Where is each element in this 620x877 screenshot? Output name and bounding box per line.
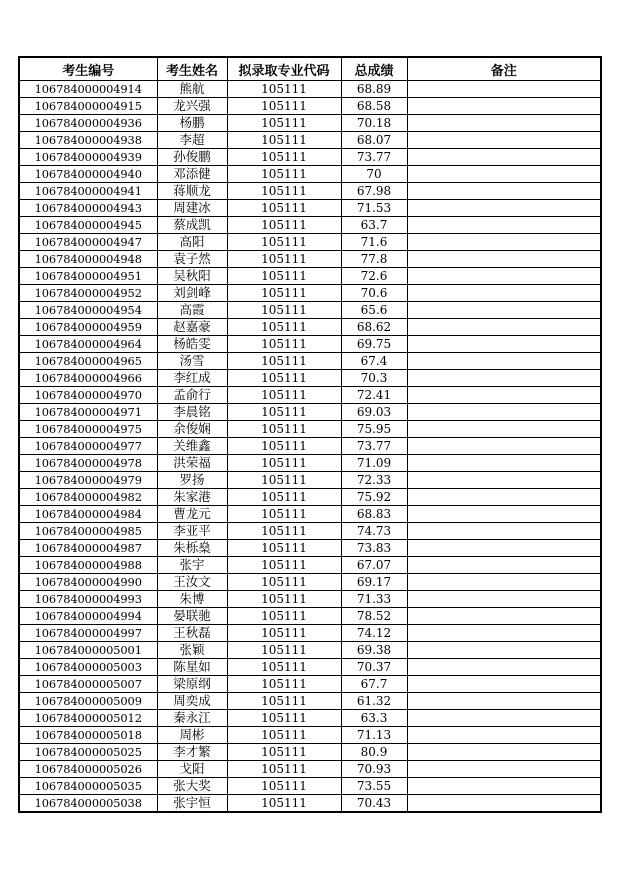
cell-remarks: [407, 268, 601, 285]
cell-remarks: [407, 285, 601, 302]
cell-candidate-name: 张宇: [157, 557, 227, 574]
cell-candidate-id: 106784000004947: [19, 234, 157, 251]
table-row: [19, 591, 601, 608]
cell-total-score: 70.18: [341, 115, 407, 132]
cell-major-code: 105111: [227, 540, 341, 557]
cell-major-code: 105111: [227, 625, 341, 642]
cell-candidate-id: 106784000005038: [19, 795, 157, 813]
admission-table: [18, 56, 602, 813]
cell-remarks: [407, 676, 601, 693]
cell-candidate-name: 李晨铭: [157, 404, 227, 421]
cell-candidate-id: 106784000004940: [19, 166, 157, 183]
cell-candidate-id: 106784000004939: [19, 149, 157, 166]
cell-candidate-id: 106784000004979: [19, 472, 157, 489]
cell-major-code: 105111: [227, 404, 341, 421]
cell-candidate-id: 106784000004948: [19, 251, 157, 268]
cell-candidate-name: 朱家港: [157, 489, 227, 506]
cell-candidate-id: 106784000005012: [19, 710, 157, 727]
cell-candidate-name: 洪荣福: [157, 455, 227, 472]
cell-major-code: 105111: [227, 166, 341, 183]
cell-remarks: [407, 472, 601, 489]
cell-remarks: [407, 404, 601, 421]
cell-total-score: 74.73: [341, 523, 407, 540]
cell-major-code: 105111: [227, 659, 341, 676]
cell-remarks: [407, 336, 601, 353]
cell-major-code: 105111: [227, 455, 341, 472]
table-row: [19, 132, 601, 149]
cell-major-code: 105111: [227, 676, 341, 693]
table-row: [19, 472, 601, 489]
cell-total-score: 71.6: [341, 234, 407, 251]
cell-major-code: 105111: [227, 744, 341, 761]
cell-candidate-id: 106784000004945: [19, 217, 157, 234]
cell-candidate-id: 106784000004943: [19, 200, 157, 217]
cell-candidate-name: 秦永江: [157, 710, 227, 727]
table-row: [19, 795, 601, 813]
cell-candidate-id: 106784000004988: [19, 557, 157, 574]
cell-remarks: [407, 489, 601, 506]
cell-remarks: [407, 693, 601, 710]
cell-candidate-id: 106784000004987: [19, 540, 157, 557]
cell-remarks: [407, 574, 601, 591]
table-row: [19, 336, 601, 353]
header-remarks: 备注: [407, 57, 601, 81]
cell-candidate-name: 王秋磊: [157, 625, 227, 642]
table-row: [19, 421, 601, 438]
cell-total-score: 63.3: [341, 710, 407, 727]
cell-remarks: [407, 727, 601, 744]
cell-total-score: 69.75: [341, 336, 407, 353]
table-row: [19, 625, 601, 642]
table-row: [19, 302, 601, 319]
header-total-score: 总成绩: [341, 57, 407, 81]
table-row: [19, 115, 601, 132]
cell-total-score: 67.7: [341, 676, 407, 693]
cell-remarks: [407, 591, 601, 608]
cell-major-code: 105111: [227, 795, 341, 813]
cell-total-score: 70.3: [341, 370, 407, 387]
cell-total-score: 78.52: [341, 608, 407, 625]
table-row: [19, 455, 601, 472]
cell-candidate-name: 晏联驰: [157, 608, 227, 625]
table-row: [19, 268, 601, 285]
cell-major-code: 105111: [227, 200, 341, 217]
cell-major-code: 105111: [227, 319, 341, 336]
cell-candidate-id: 106784000004985: [19, 523, 157, 540]
cell-major-code: 105111: [227, 353, 341, 370]
cell-total-score: 65.6: [341, 302, 407, 319]
cell-major-code: 105111: [227, 251, 341, 268]
table-row: [19, 659, 601, 676]
cell-major-code: 105111: [227, 217, 341, 234]
cell-remarks: [407, 642, 601, 659]
cell-major-code: 105111: [227, 761, 341, 778]
cell-total-score: 75.95: [341, 421, 407, 438]
cell-total-score: 67.4: [341, 353, 407, 370]
cell-remarks: [407, 608, 601, 625]
cell-candidate-name: 孙俊鹏: [157, 149, 227, 166]
cell-candidate-id: 106784000005025: [19, 744, 157, 761]
cell-remarks: [407, 523, 601, 540]
cell-candidate-id: 106784000004993: [19, 591, 157, 608]
cell-candidate-id: 106784000005035: [19, 778, 157, 795]
cell-major-code: 105111: [227, 81, 341, 98]
table-row: [19, 81, 601, 98]
cell-major-code: 105111: [227, 489, 341, 506]
cell-candidate-name: 刘剑峰: [157, 285, 227, 302]
cell-total-score: 74.12: [341, 625, 407, 642]
cell-major-code: 105111: [227, 710, 341, 727]
cell-remarks: [407, 438, 601, 455]
header-major-code: 拟录取专业代码: [227, 57, 341, 81]
cell-candidate-name: 张大奖: [157, 778, 227, 795]
cell-remarks: [407, 132, 601, 149]
cell-candidate-id: 106784000005009: [19, 693, 157, 710]
cell-major-code: 105111: [227, 693, 341, 710]
cell-total-score: 69.17: [341, 574, 407, 591]
cell-total-score: 69.03: [341, 404, 407, 421]
cell-candidate-name: 周彬: [157, 727, 227, 744]
cell-total-score: 73.77: [341, 149, 407, 166]
cell-candidate-id: 106784000004952: [19, 285, 157, 302]
cell-remarks: [407, 744, 601, 761]
cell-total-score: 73.77: [341, 438, 407, 455]
cell-major-code: 105111: [227, 778, 341, 795]
cell-candidate-name: 周奕成: [157, 693, 227, 710]
cell-candidate-name: 曹龙元: [157, 506, 227, 523]
cell-candidate-id: 106784000004994: [19, 608, 157, 625]
cell-candidate-name: 李亚平: [157, 523, 227, 540]
cell-candidate-id: 106784000004977: [19, 438, 157, 455]
cell-major-code: 105111: [227, 574, 341, 591]
cell-remarks: [407, 353, 601, 370]
cell-candidate-id: 106784000004978: [19, 455, 157, 472]
cell-candidate-name: 熊航: [157, 81, 227, 98]
cell-candidate-id: 106784000004965: [19, 353, 157, 370]
cell-remarks: [407, 166, 601, 183]
cell-candidate-name: 戈阳: [157, 761, 227, 778]
cell-major-code: 105111: [227, 234, 341, 251]
cell-total-score: 80.9: [341, 744, 407, 761]
table-row: [19, 608, 601, 625]
cell-major-code: 105111: [227, 506, 341, 523]
cell-candidate-name: 张宇恒: [157, 795, 227, 813]
table-row: [19, 540, 601, 557]
cell-candidate-name: 赵嘉豪: [157, 319, 227, 336]
cell-major-code: 105111: [227, 557, 341, 574]
cell-candidate-id: 106784000005003: [19, 659, 157, 676]
cell-candidate-name: 杨鹏: [157, 115, 227, 132]
cell-remarks: [407, 387, 601, 404]
cell-remarks: [407, 625, 601, 642]
cell-candidate-id: 106784000005026: [19, 761, 157, 778]
table-row: [19, 778, 601, 795]
cell-remarks: [407, 421, 601, 438]
cell-candidate-id: 106784000005007: [19, 676, 157, 693]
cell-major-code: 105111: [227, 132, 341, 149]
cell-major-code: 105111: [227, 302, 341, 319]
cell-candidate-id: 106784000004914: [19, 81, 157, 98]
cell-total-score: 68.89: [341, 81, 407, 98]
table-body: [19, 81, 601, 813]
cell-remarks: [407, 302, 601, 319]
table-row: [19, 761, 601, 778]
cell-total-score: 68.83: [341, 506, 407, 523]
table-row: [19, 387, 601, 404]
cell-candidate-id: 106784000004982: [19, 489, 157, 506]
cell-candidate-id: 106784000004915: [19, 98, 157, 115]
cell-candidate-id: 106784000004966: [19, 370, 157, 387]
cell-total-score: 67.98: [341, 183, 407, 200]
table-row: [19, 489, 601, 506]
cell-remarks: [407, 659, 601, 676]
cell-candidate-name: 陈星如: [157, 659, 227, 676]
table-row: [19, 370, 601, 387]
table-row: [19, 285, 601, 302]
cell-candidate-name: 李才繁: [157, 744, 227, 761]
cell-total-score: 71.09: [341, 455, 407, 472]
cell-candidate-name: 高阳: [157, 234, 227, 251]
cell-remarks: [407, 98, 601, 115]
cell-major-code: 105111: [227, 370, 341, 387]
table-row: [19, 149, 601, 166]
cell-candidate-name: 张颖: [157, 642, 227, 659]
cell-candidate-name: 朱栎燊: [157, 540, 227, 557]
cell-major-code: 105111: [227, 149, 341, 166]
table-row: [19, 183, 601, 200]
cell-candidate-name: 孟俞行: [157, 387, 227, 404]
cell-candidate-id: 106784000004941: [19, 183, 157, 200]
table-row: [19, 676, 601, 693]
table-row: [19, 744, 601, 761]
table-row: [19, 727, 601, 744]
cell-major-code: 105111: [227, 608, 341, 625]
cell-candidate-name: 蒋顺龙: [157, 183, 227, 200]
cell-total-score: 68.07: [341, 132, 407, 149]
cell-major-code: 105111: [227, 727, 341, 744]
cell-candidate-id: 106784000004975: [19, 421, 157, 438]
cell-candidate-name: 关维鑫: [157, 438, 227, 455]
cell-candidate-id: 106784000004954: [19, 302, 157, 319]
table-row: [19, 353, 601, 370]
cell-total-score: 70.43: [341, 795, 407, 813]
cell-total-score: 68.58: [341, 98, 407, 115]
cell-candidate-id: 106784000004970: [19, 387, 157, 404]
cell-remarks: [407, 81, 601, 98]
table-row: [19, 217, 601, 234]
cell-candidate-id: 106784000005018: [19, 727, 157, 744]
header-candidate-id: 考生编号: [19, 57, 157, 81]
cell-total-score: 70: [341, 166, 407, 183]
cell-remarks: [407, 761, 601, 778]
cell-major-code: 105111: [227, 523, 341, 540]
cell-major-code: 105111: [227, 285, 341, 302]
table-row: [19, 319, 601, 336]
cell-remarks: [407, 795, 601, 813]
cell-candidate-name: 梁原纲: [157, 676, 227, 693]
cell-total-score: 72.6: [341, 268, 407, 285]
cell-total-score: 69.38: [341, 642, 407, 659]
cell-major-code: 105111: [227, 642, 341, 659]
cell-candidate-name: 杨皓雯: [157, 336, 227, 353]
cell-total-score: 71.13: [341, 727, 407, 744]
cell-remarks: [407, 540, 601, 557]
table-row: [19, 557, 601, 574]
cell-candidate-id: 106784000004936: [19, 115, 157, 132]
cell-candidate-name: 邓添健: [157, 166, 227, 183]
cell-total-score: 77.8: [341, 251, 407, 268]
cell-remarks: [407, 319, 601, 336]
cell-total-score: 67.07: [341, 557, 407, 574]
cell-total-score: 73.83: [341, 540, 407, 557]
cell-candidate-name: 周建冰: [157, 200, 227, 217]
table-row: [19, 166, 601, 183]
header-row: [19, 57, 601, 81]
table-row: [19, 574, 601, 591]
cell-candidate-name: 吴秋阳: [157, 268, 227, 285]
cell-candidate-name: 蔡成凯: [157, 217, 227, 234]
cell-remarks: [407, 778, 601, 795]
cell-candidate-name: 罗扬: [157, 472, 227, 489]
cell-total-score: 70.37: [341, 659, 407, 676]
cell-remarks: [407, 506, 601, 523]
header-candidate-name: 考生姓名: [157, 57, 227, 81]
cell-remarks: [407, 200, 601, 217]
cell-candidate-name: 朱博: [157, 591, 227, 608]
table-row: [19, 642, 601, 659]
table-row: [19, 710, 601, 727]
cell-major-code: 105111: [227, 591, 341, 608]
cell-remarks: [407, 251, 601, 268]
cell-total-score: 75.92: [341, 489, 407, 506]
cell-candidate-id: 106784000004951: [19, 268, 157, 285]
cell-candidate-name: 袁子然: [157, 251, 227, 268]
cell-total-score: 73.55: [341, 778, 407, 795]
cell-remarks: [407, 115, 601, 132]
cell-remarks: [407, 370, 601, 387]
cell-major-code: 105111: [227, 387, 341, 404]
table-row: [19, 506, 601, 523]
cell-candidate-id: 106784000004938: [19, 132, 157, 149]
cell-total-score: 71.53: [341, 200, 407, 217]
cell-major-code: 105111: [227, 438, 341, 455]
table-row: [19, 98, 601, 115]
cell-candidate-id: 106784000004984: [19, 506, 157, 523]
table-row: [19, 693, 601, 710]
cell-candidate-id: 106784000004971: [19, 404, 157, 421]
cell-major-code: 105111: [227, 472, 341, 489]
cell-candidate-id: 106784000004959: [19, 319, 157, 336]
cell-candidate-name: 李超: [157, 132, 227, 149]
table-row: [19, 404, 601, 421]
cell-total-score: 70.6: [341, 285, 407, 302]
cell-major-code: 105111: [227, 115, 341, 132]
cell-total-score: 68.62: [341, 319, 407, 336]
cell-candidate-id: 106784000004964: [19, 336, 157, 353]
table-row: [19, 523, 601, 540]
table-row: [19, 438, 601, 455]
cell-total-score: 71.33: [341, 591, 407, 608]
cell-total-score: 63.7: [341, 217, 407, 234]
cell-candidate-name: 余俊娴: [157, 421, 227, 438]
table-row: [19, 200, 601, 217]
cell-major-code: 105111: [227, 98, 341, 115]
cell-candidate-name: 龙兴强: [157, 98, 227, 115]
cell-remarks: [407, 149, 601, 166]
table-row: [19, 234, 601, 251]
cell-remarks: [407, 234, 601, 251]
cell-candidate-name: 李红成: [157, 370, 227, 387]
cell-major-code: 105111: [227, 336, 341, 353]
cell-remarks: [407, 217, 601, 234]
table-row: [19, 251, 601, 268]
cell-remarks: [407, 557, 601, 574]
cell-candidate-name: 汤雪: [157, 353, 227, 370]
cell-candidate-name: 高霞: [157, 302, 227, 319]
cell-remarks: [407, 710, 601, 727]
cell-candidate-id: 106784000004997: [19, 625, 157, 642]
cell-major-code: 105111: [227, 183, 341, 200]
cell-candidate-id: 106784000005001: [19, 642, 157, 659]
cell-major-code: 105111: [227, 421, 341, 438]
cell-candidate-name: 王汝文: [157, 574, 227, 591]
cell-candidate-id: 106784000004990: [19, 574, 157, 591]
cell-total-score: 70.93: [341, 761, 407, 778]
cell-total-score: 72.41: [341, 387, 407, 404]
cell-total-score: 61.32: [341, 693, 407, 710]
cell-remarks: [407, 455, 601, 472]
cell-total-score: 72.33: [341, 472, 407, 489]
cell-major-code: 105111: [227, 268, 341, 285]
cell-remarks: [407, 183, 601, 200]
